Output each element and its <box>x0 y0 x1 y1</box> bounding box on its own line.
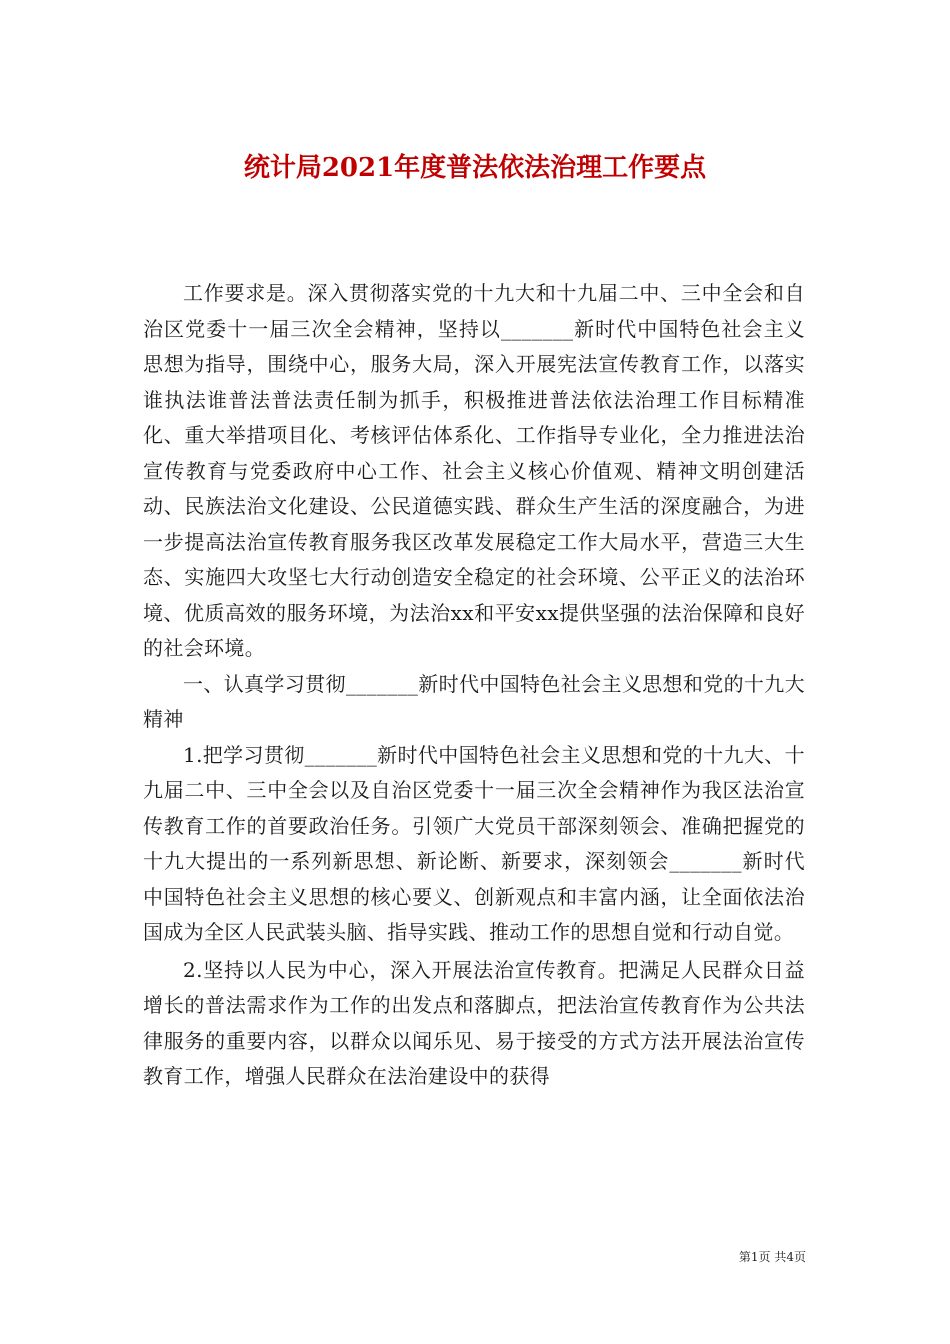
paragraph-item-1: 1.把学习贯彻_______新时代中国特色社会主义思想和党的十九大、十九届二中、三中全会以及自治区党委十一届三次全会精神作为我区法治宣传教育工作的首要政治任务。引领广大党员干部深刻领会、准确把握党的十九大提出的一系列新思想、新论断、新要求，深刻领会_______新时代中国特色社会主义思想的核心要义、创新观点和丰富内涵，让全面依法治国成为全区人民武装头脑、指导实践、推动工作的思想自觉和行动自觉。 <box>143 742 805 944</box>
document-body <box>143 276 805 1095</box>
paragraph-intro: 工作要求是。深入贯彻落实党的十九大和十九届二中、三中全会和自治区党委十一届三次全会精神，坚持以_______新时代中国特色社会主义思想为指导，围绕中心，服务大局，深入开展宪法宣传教育工作，以落实谁执法谁普法普法责任制为抓手，积极推进普法依法治理工作目标精准化、重大举措项目化、考核评估体系化、工作指导专业化，全力推进法治宣传教育与党委政府中心工作、社会主义核心价值观、精神文明创建活动、民族法治文化建设、公民道德实践、群众生产生活的深度融合，为进一步提高法治宣传教育服务我区改革发展稳定工作大局水平，营造三大生态、实施四大攻坚七大行动创造安全稳定的社会环境、公平正义的法治环境、优质高效的服务环境，为法治xx和平安xx提供坚强的法治保障和良好的社会环境。 <box>143 281 805 660</box>
page-number: 第1页 共4页 <box>738 1250 806 1264</box>
section-heading-1: 一、认真学习贯彻_______新时代中国特色社会主义思想和党的十九大精神 <box>143 671 805 731</box>
paragraph-item-2: 2.坚持以人民为中心，深入开展法治宣传教育。把满足人民群众日益增长的普法需求作为工作的出发点和落脚点，把法治宣传教育作为公共法律服务的重要内容，以群众以闻乐见、易于接受的方式方法开展法治宣传教育工作，增强人民群众在法治建设中的获得 <box>143 957 805 1088</box>
document-title: 统计局2021年度普法依法治理工作要点 <box>243 153 707 184</box>
